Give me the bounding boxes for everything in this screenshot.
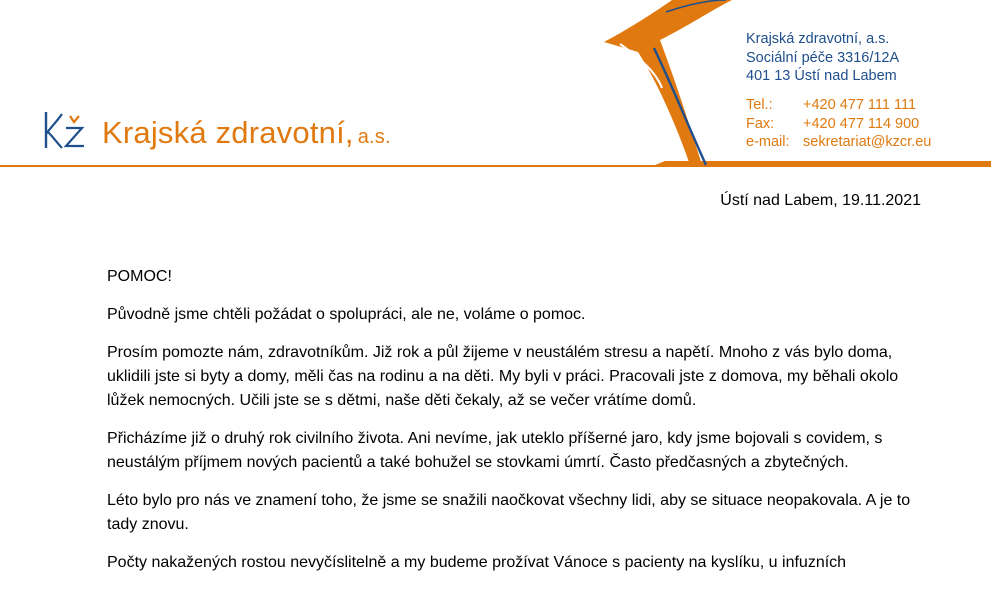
contact-fax — [746, 115, 931, 134]
letter-date: Ústí nad Labem, 19.11.2021 — [720, 192, 921, 209]
contact-value: +420 477 114 900 — [803, 115, 920, 132]
contact-label: Tel.: — [746, 97, 773, 113]
contact-label: Fax: — [746, 115, 775, 132]
letter-paragraph: Počty nakažených rostou nevyčíslitelně a my budeme prožívat Vánoce s pacienty na kyslíku, u infuzních — [107, 554, 847, 571]
letter-paragraph: Přicházíme již o druhý rok civilního života. Ani nevíme, jak uteklo příšerné jaro, kdy jsme bojovali s covidem, s neustálým příjmem nových pacientů a také bohužel se stovkami úmrtí. Často předčasných a zbytečných. — [107, 430, 883, 471]
letter-paragraph: Léto bylo pro nás ve znamení toho, že jsme se snažili naočkovat všechny lidi, aby se situace neopakovala. A je to tady znovu. — [107, 492, 911, 533]
contact-phone — [746, 96, 931, 115]
logo-name: Krajská zdravotní, — [102, 115, 354, 150]
letter-body — [107, 265, 922, 589]
company-street: Sociální péče 3316/12A — [746, 49, 900, 66]
logo-suffix: a.s. — [357, 126, 391, 148]
kz-monogram-logo-icon — [42, 110, 88, 152]
company-name: Krajská zdravotní, a.s. — [746, 31, 890, 47]
letter-paragraph: Původně jsme chtěli požádat o spolupráci, ale ne, voláme o pomoc. — [107, 306, 586, 323]
logo-wordmark — [102, 113, 391, 157]
company-city: 401 13 Ústí nad Labem — [746, 68, 897, 84]
contact-value: sekretariat@kzcr.eu — [803, 134, 932, 150]
contact-value: +420 477 111 111 — [803, 97, 917, 113]
company-address — [746, 30, 899, 86]
contact-block — [746, 96, 931, 152]
contact-label: e-mail: — [746, 134, 790, 150]
letterhead — [0, 0, 991, 170]
contact-email — [746, 133, 931, 152]
letter-paragraph: Prosím pomozte nám, zdravotníkům. Již rok a půl žijeme v neustálém stresu a napětí. Mnoho z vás bylo doma, uklidili jste si byty a domy, měli čas na rodinu a na děti. My byli v práci. Pracovali jste z domova, my běhali okolo lůžek nemocných. Učili jste se s dětmi, naše děti čekaly, až se večer vrátíme domů. — [107, 344, 899, 409]
letter-paragraph: POMOC! — [107, 268, 172, 285]
